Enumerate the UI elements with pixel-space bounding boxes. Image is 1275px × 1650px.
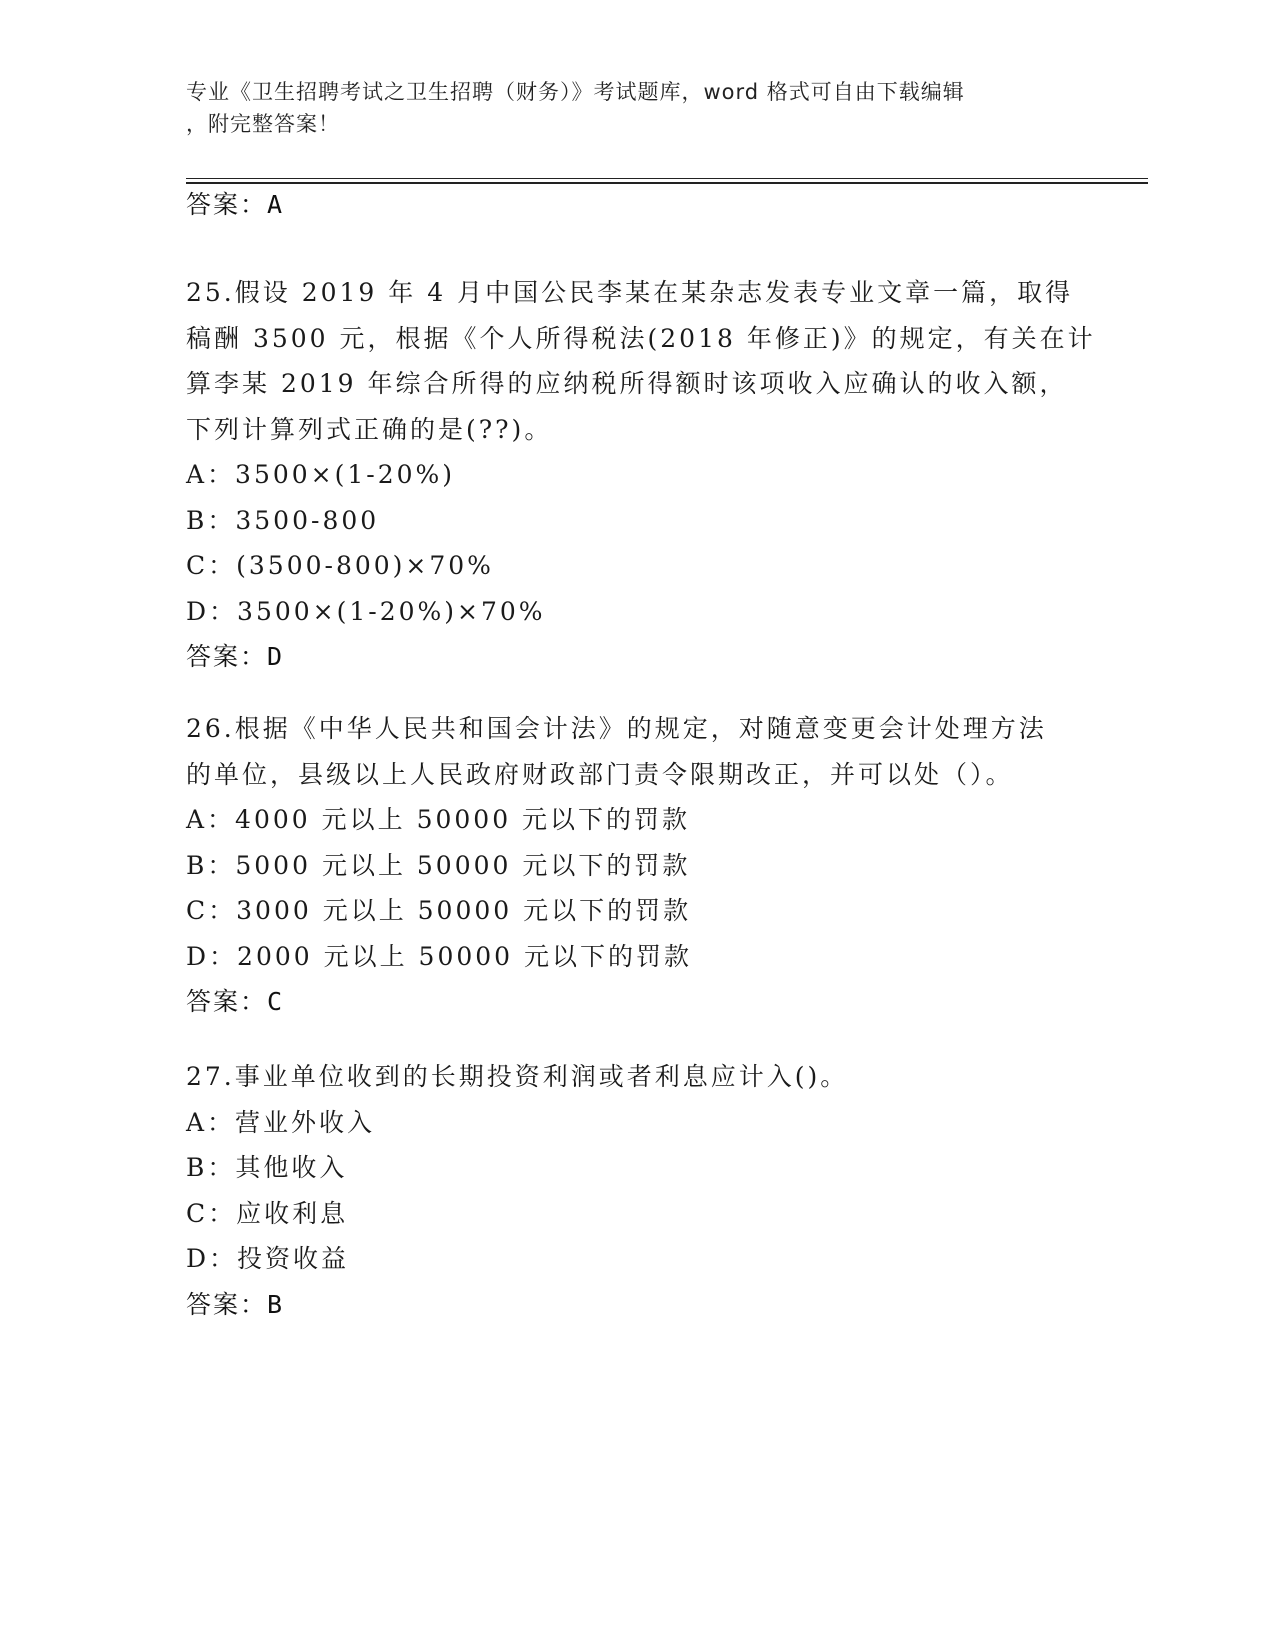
document-header: [186, 76, 1106, 140]
option-a: A：营业外收入: [186, 1107, 376, 1137]
answer-value: A: [267, 190, 285, 219]
option-b: B：5000 元以上 50000 元以下的罚款: [186, 850, 691, 880]
question-25: [186, 270, 1106, 680]
answer-value: D: [267, 642, 285, 671]
option-c: C：3000 元以上 50000 元以下的罚款: [186, 896, 692, 925]
question-stem-line: 27.事业单位收到的长期投资利润或者利息应计入()。: [186, 1062, 849, 1091]
option-c: C：应收利息: [186, 1198, 349, 1228]
previous-answer-block: [186, 182, 1106, 228]
header-line-2: ，附完整答案！: [186, 112, 340, 136]
answer-label: 答案：: [186, 642, 268, 671]
option-d: D：投资收益: [186, 1244, 350, 1273]
answer-line: [186, 634, 1106, 680]
answer-line: [186, 182, 1106, 228]
answer-label: 答案：: [186, 987, 268, 1016]
option-d: D：3500×(1-20%)×70%: [186, 596, 546, 626]
question-stem-line: 26.根据《中华人民共和国会计法》的规定，对随意变更会计处理方法: [186, 714, 1047, 743]
answer-line: [186, 1282, 1106, 1328]
header-rule-thin: [186, 178, 1148, 179]
header-line-1: 专业《卫生招聘考试之卫生招聘（财务）》考试题库，word 格式可自由下载编辑: [186, 80, 965, 104]
answer-label: 答案：: [186, 190, 268, 219]
answer-value: B: [267, 1289, 285, 1319]
question-26: [186, 706, 1106, 1025]
option-a: A：3500×(1-20%): [186, 460, 456, 489]
question-stem-line: 稿酬 3500 元，根据《个人所得税法(2018 年修正)》的规定，有关在计: [186, 323, 1096, 353]
option-c: C：(3500-800)×70%: [186, 551, 494, 580]
answer-line: [186, 979, 1106, 1025]
question-27: [186, 1054, 1106, 1327]
question-stem-line: 的单位，县级以上人民政府财政部门责令限期改正，并可以处（）。: [186, 759, 1014, 789]
option-b: B：3500-800: [186, 505, 380, 535]
answer-value: C: [267, 987, 285, 1016]
option-a: A：4000 元以上 50000 元以下的罚款: [186, 805, 691, 834]
question-stem-line: 下列计算列式正确的是(??)。: [186, 414, 553, 444]
question-stem-line: 算李某 2019 年综合所得的应纳税所得额时该项收入应确认的收入额，: [186, 369, 1068, 398]
option-d: D：2000 元以上 50000 元以下的罚款: [186, 941, 693, 971]
question-stem-line: 25.假设 2019 年 4 月中国公民李某在某杂志发表专业文章一篇，取得: [186, 278, 1074, 307]
option-b: B：其他收入: [186, 1153, 348, 1182]
answer-label: 答案：: [186, 1289, 268, 1319]
